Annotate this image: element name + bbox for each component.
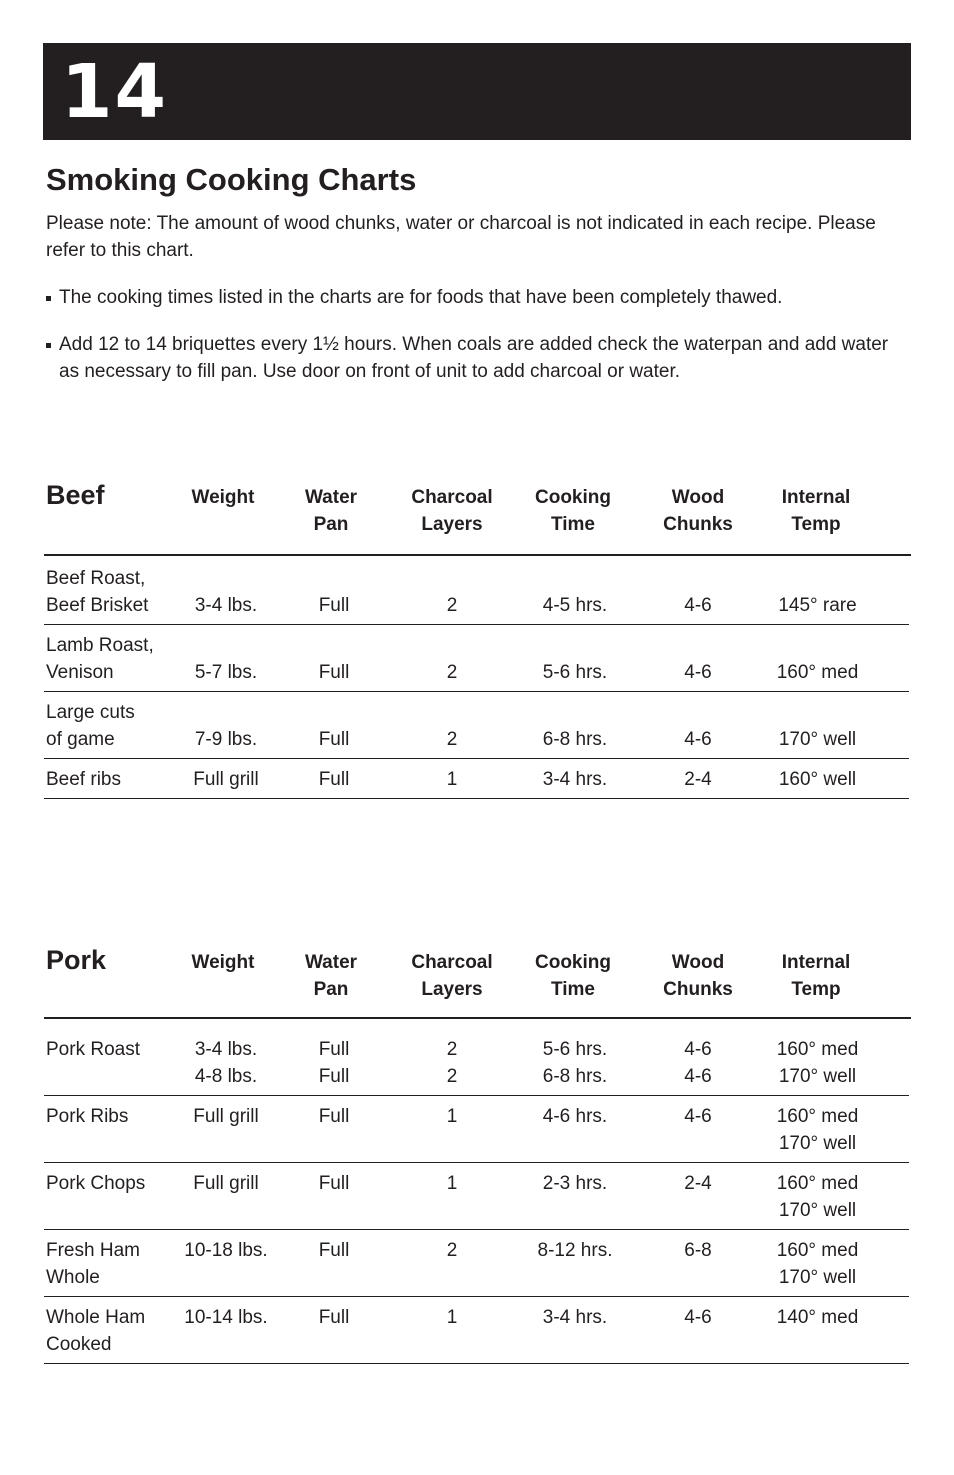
weight-cell: 7-9 lbs. <box>194 729 258 750</box>
food-name: Large cuts of game <box>46 702 135 750</box>
row-divider <box>44 1162 909 1163</box>
weight-cell: 3-4 lbs. 4-8 lbs. <box>194 1039 258 1087</box>
charcoal-layers-cell: 1 <box>446 1173 458 1194</box>
internal-temp-cell: 160° med 170° well <box>776 1173 859 1221</box>
internal-temp-cell: 140° med <box>776 1307 859 1328</box>
internal-temp-cell: 160° med 170° well <box>776 1106 859 1154</box>
note-bullet: Add 12 to 14 briquettes every 1½ hours. When coals are added check the waterpan and add water as necessary to fill pan. Use door on front of unit to add charcoal or water. <box>46 331 906 385</box>
food-name: Fresh Ham Whole <box>46 1240 140 1288</box>
food-name: Pork Chops <box>46 1173 146 1194</box>
food-name: Lamb Roast, Venison <box>46 635 154 683</box>
row-divider <box>44 1229 909 1230</box>
weight-cell: 3-4 lbs. <box>194 595 258 616</box>
charcoal-layers-cell: 1 <box>446 1307 458 1328</box>
column-header-internal-temp: Internal Temp <box>781 952 851 1000</box>
column-header-wood-chunks: Wood Chunks <box>663 952 733 1000</box>
food-name: Beef Roast, Beef Brisket <box>46 568 149 616</box>
header-divider <box>44 554 911 556</box>
charcoal-layers-cell: 2 <box>446 1240 458 1261</box>
water-pan-cell: Full <box>318 595 350 616</box>
row-divider <box>44 758 909 759</box>
column-header-water-pan: Water Pan <box>304 487 358 535</box>
wood-chunks-cell: 4-6 <box>684 1106 712 1127</box>
water-pan-cell: Full <box>318 769 350 790</box>
row-divider <box>44 691 909 692</box>
wood-chunks-cell: 4-6 <box>684 1307 712 1328</box>
wood-chunks-cell: 4-6 <box>684 595 712 616</box>
food-name: Pork Roast <box>46 1039 140 1060</box>
charcoal-layers-cell: 2 <box>446 662 458 683</box>
column-header-weight: Weight <box>191 952 255 973</box>
cooking-time-cell: 2-3 hrs. <box>542 1173 608 1194</box>
weight-cell: Full grill <box>193 1173 259 1194</box>
weight-cell: Full grill <box>193 1106 259 1127</box>
header-divider <box>44 1017 911 1019</box>
internal-temp-cell: 145° rare <box>778 595 857 616</box>
cooking-time-cell: 6-8 hrs. <box>542 729 608 750</box>
food-name: Whole Ham Cooked <box>46 1307 146 1355</box>
water-pan-cell: Full Full <box>318 1039 350 1087</box>
charcoal-layers-cell: 2 <box>446 729 458 750</box>
wood-chunks-cell: 2-4 <box>684 1173 712 1194</box>
charcoal-layers-cell: 2 2 <box>446 1039 458 1087</box>
column-header-charcoal-layers: Charcoal Layers <box>411 487 493 535</box>
cooking-time-cell: 5-6 hrs. <box>542 662 608 683</box>
cooking-time-cell: 3-4 hrs. <box>542 1307 608 1328</box>
charcoal-layers-cell: 2 <box>446 595 458 616</box>
column-header-wood-chunks: Wood Chunks <box>663 487 733 535</box>
column-header-internal-temp: Internal Temp <box>781 487 851 535</box>
row-divider <box>44 798 909 799</box>
column-header-cooking-time: Cooking Time <box>535 952 611 1000</box>
row-divider <box>44 624 909 625</box>
page-number: 14 <box>61 49 168 135</box>
wood-chunks-cell: 4-6 4-6 <box>684 1039 712 1087</box>
row-divider <box>44 1095 909 1096</box>
column-header-weight: Weight <box>191 487 255 508</box>
charcoal-layers-cell: 1 <box>446 769 458 790</box>
water-pan-cell: Full <box>318 1240 350 1261</box>
cooking-time-cell: 3-4 hrs. <box>542 769 608 790</box>
chart-title: Pork <box>46 945 107 975</box>
column-header-cooking-time: Cooking Time <box>535 487 611 535</box>
row-divider <box>44 1363 909 1364</box>
weight-cell: Full grill <box>193 769 259 790</box>
page-number-banner <box>43 43 911 140</box>
internal-temp-cell: 160° well <box>778 769 857 790</box>
wood-chunks-cell: 2-4 <box>684 769 712 790</box>
column-header-water-pan: Water Pan <box>304 952 358 1000</box>
water-pan-cell: Full <box>318 1173 350 1194</box>
cooking-time-cell: 5-6 hrs. 6-8 hrs. <box>542 1039 608 1087</box>
wood-chunks-cell: 6-8 <box>684 1240 712 1261</box>
intro-note: Please note: The amount of wood chunks, water or charcoal is not indicated in each recipe. Please refer to this chart. <box>46 213 876 261</box>
wood-chunks-cell: 4-6 <box>684 662 712 683</box>
weight-cell: 10-14 lbs. <box>184 1307 268 1328</box>
page-title: Smoking Cooking Charts <box>46 162 417 197</box>
weight-cell: 5-7 lbs. <box>194 662 258 683</box>
cooking-time-cell: 4-6 hrs. <box>542 1106 608 1127</box>
cooking-time-cell: 4-5 hrs. <box>542 595 608 616</box>
charcoal-layers-cell: 1 <box>446 1106 458 1127</box>
column-header-charcoal-layers: Charcoal Layers <box>411 952 493 1000</box>
water-pan-cell: Full <box>318 729 350 750</box>
water-pan-cell: Full <box>318 1106 350 1127</box>
row-divider <box>44 1296 909 1297</box>
internal-temp-cell: 160° med <box>776 662 859 683</box>
food-name: Beef ribs <box>46 769 121 790</box>
wood-chunks-cell: 4-6 <box>684 729 712 750</box>
internal-temp-cell: 160° med 170° well <box>776 1240 859 1288</box>
water-pan-cell: Full <box>318 1307 350 1328</box>
food-name: Pork Ribs <box>46 1106 129 1127</box>
internal-temp-cell: 170° well <box>778 729 857 750</box>
chart-title: Beef <box>46 480 105 510</box>
water-pan-cell: Full <box>318 662 350 683</box>
weight-cell: 10-18 lbs. <box>184 1240 268 1261</box>
note-bullet: The cooking times listed in the charts are for foods that have been completely thawed. <box>46 284 906 311</box>
cooking-time-cell: 8-12 hrs. <box>537 1240 613 1261</box>
internal-temp-cell: 160° med 170° well <box>776 1039 859 1087</box>
